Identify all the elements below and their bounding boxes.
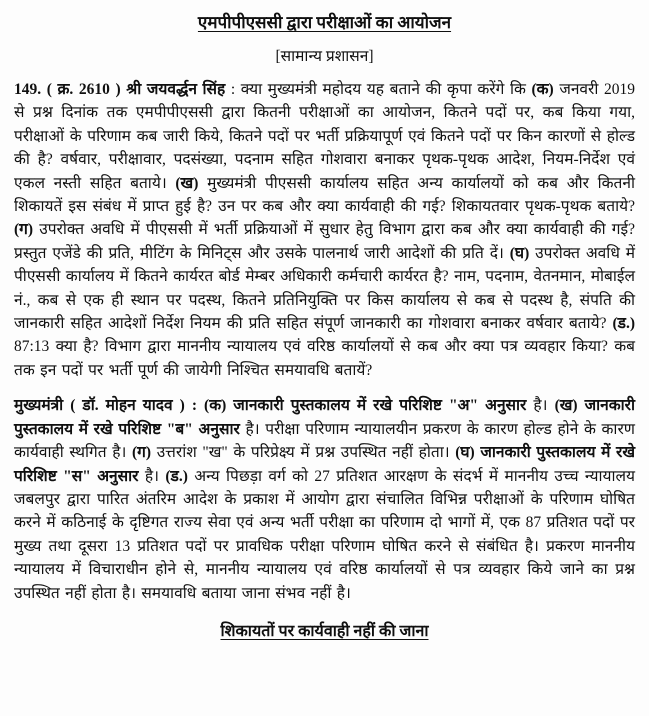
bold-text-segment: (ख) जानकारी पुस्तकालय में रखे परिशिष्ट "ब" अनुसार: [14, 397, 635, 438]
bold-text-segment: (ड.): [165, 467, 195, 485]
answer-paragraph: [14, 394, 635, 605]
bold-text-segment: (घ) जानकारी पुस्तकालय में रखे परिशिष्ट "स" अनुसार: [14, 444, 635, 485]
text-segment: उत्तरांश "ख" के परिप्रेक्ष्य में प्रश्न उपस्थित नहीं होता।: [156, 444, 456, 462]
next-question-heading: शिकायतों पर कार्यवाही नहीं की जाना: [220, 622, 429, 640]
text-segment: 87:13 क्या है? विभाग द्वारा माननीय न्यायालय एवं वरिष्ठ कार्यालयों से कब और क्या पत्र व्यवहार किया? कब तक इन पदों पर भर्ती पूर्ण की जायेगी निश्चित समयावधि बतायें?: [14, 338, 635, 379]
bold-text-segment: (क): [531, 81, 560, 98]
text-segment: है। परीक्षा परिणाम न्यायालयीन प्रकरण के कारण होल्ड होने के कारण कार्यवाही स्थगित है।: [14, 420, 635, 462]
text-segment: : क्या मुख्यमंत्री महोदय यह बताने की कृपा करेंगे कि: [230, 81, 532, 98]
text-segment: जनवरी 2019 से प्रश्न दिनांक तक एमपीपीएससी द्वारा कितनी परीक्षाओं का आयोजन, कितने पदों पर, कब किया गया, परीक्षाओं के परिणाम कब जारी किये, कितने पदों पर भर्ती प्रक्रियापूर्ण एवं कितने पदों पर किन कारणों से होल्ड की है? वर्षवार, परीक्षावार, पदसंख्या, पदनाम सहित गोशवारा बनाकर पृथक-पृथक आदेश, नियम-निर्देश एवं एकल नस्ती सहित बताये।: [14, 81, 636, 192]
text-segment: उपरोक्त अवधि में पीएससी कार्यालय में कितने कार्यरत बोर्ड मेम्बर अधिकारी कर्मचारी कार्यरत है? नाम, पदनाम, वेतनमान, मोबाईल नं., कब से एक ही स्थान पर पदस्थ, कितने प्रतिनियुक्ति पर किस कार्यालय से कब से पदस्थ है, संपति की जानकारी सहित आदेशों निर्देश नियम की प्रति सहित संपूर्ण जानकारी का गोशवारा बनाकर वर्षवार बताये?: [14, 244, 636, 333]
bold-text-segment: (ड.): [612, 315, 635, 333]
text-segment: उपरोक्त अवधि में पीएससी में भर्ती प्रक्रियाओं में सुधार हेतु विभाग द्वारा कब और क्या कार्यवाही की गई? प्रस्तुत एजेंडे की प्रति, मीटिंग के मिनिट्स और उसके पालनार्थ जारी आदेशों की प्रति दें।: [14, 221, 635, 262]
bold-text-segment: (ग): [14, 221, 40, 239]
bold-text-segment: 149. ( क्र. 2610 ) श्री जयवर्द्धन सिंह: [14, 81, 231, 98]
document-title: एमपीपीएससी द्वारा परीक्षाओं का आयोजन: [197, 13, 452, 32]
text-segment: मुख्यमंत्री पीएससी कार्यालय सहित अन्य कार्यालयों को कब और कितनी शिकायतें इस संबंध में प्राप्त हुई है? उन पर कब और क्या कार्यवाही की गई? शिकायतवार पृथक-पृथक बताये?: [14, 174, 635, 216]
question-paragraph: [14, 78, 635, 382]
bold-text-segment: मुख्यमंत्री ( डॉ. मोहन यादव ) : (क) जानकारी पुस्तकालय में रखे परिशिष्ट "अ" अनुसार: [14, 397, 534, 415]
bold-text-segment: (ग): [132, 444, 157, 462]
bold-text-segment: (घ): [509, 244, 536, 262]
text-segment: है।: [144, 467, 166, 485]
department-subtitle: [सामान्य प्रशासन]: [275, 48, 374, 65]
text-segment: है।: [533, 397, 555, 415]
text-segment: अन्य पिछड़ा वर्ग को 27 प्रतिशत आरक्षण के संदर्भ में माननीय उच्च न्यायालय जबलपुर द्वारा पारित अंतरिम आदेश के प्रकाश में आयोग द्वारा संचालित विभिन्न परीक्षाओं के परिणाम घोषित करने में कठिनाई के दृष्टिगत राज्य सेवा एवं अन्य भर्ती परीक्षा का परिणाम दो भागों में, एक 87 प्रतिशत पदों पर मुख्य तथा दूसरा 13 प्रतिशत पदों पर प्रावधिक परीक्षा परिणाम घोषित करने से संबंधित है। प्रकरण माननीय न्यायालय में विचाराधीन होने से, माननीय न्यायालय एवं वरिष्ठ कार्यालयों से पत्र व्यवहार किये जाने का प्रश्न उपस्थित नहीं होता है। समयावधि बताया जाना संभव नहीं है।: [14, 467, 635, 602]
bold-text-segment: (ख): [175, 174, 208, 192]
